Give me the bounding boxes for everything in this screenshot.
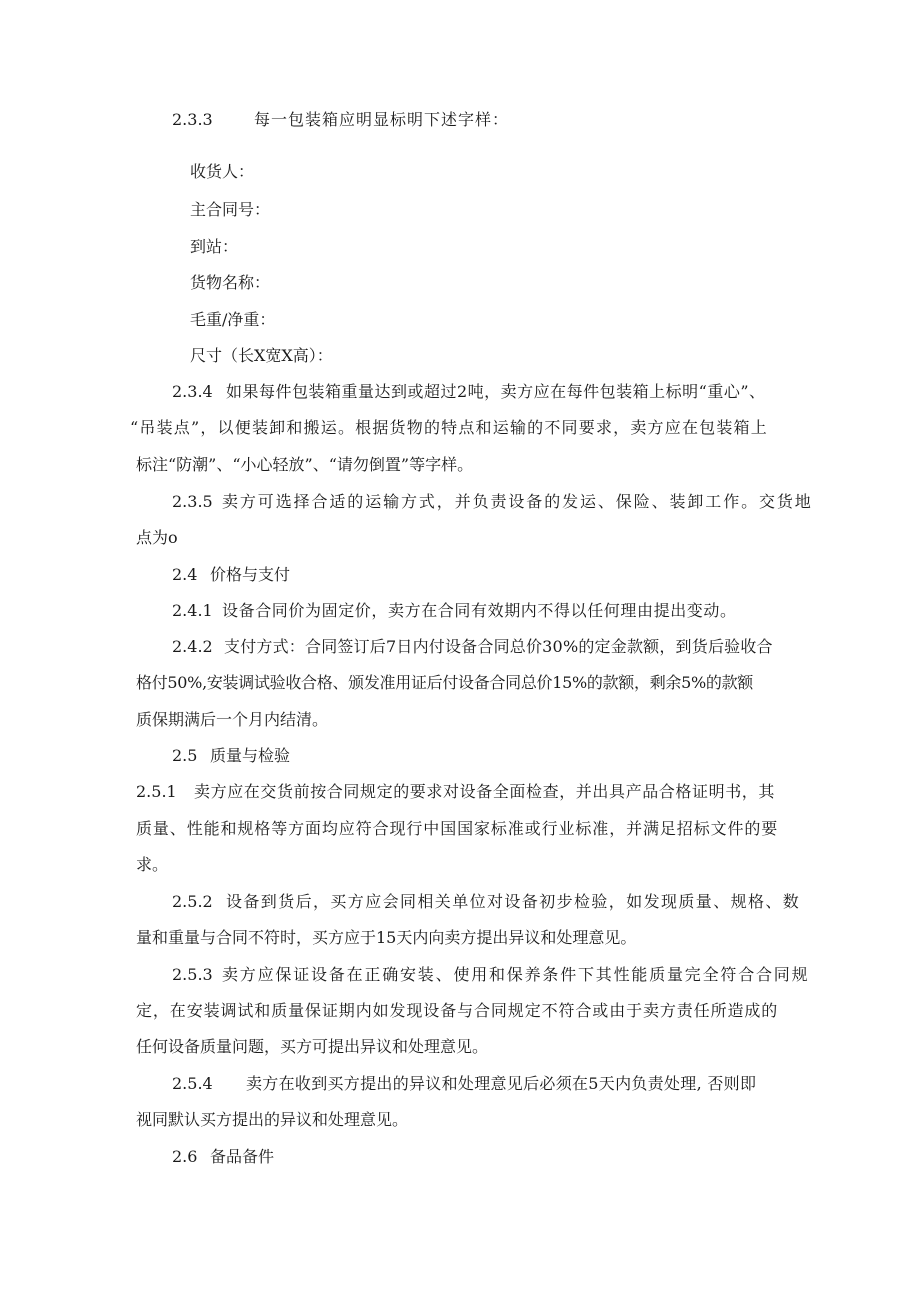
clause-2-4-2-number: 2.4.2 [172, 637, 213, 656]
clause-2-4-1-text: 设备合同价为固定价，卖方在合同有效期内不得以任何理由提出变动。 [222, 601, 737, 620]
section-2-6-number: 2.6 [172, 1147, 198, 1166]
clause-2-4-2-line-3: 质保期满后一个月内结清。 [136, 710, 329, 729]
clause-2-5-3-line-2: 定，在安装调试和质量保证期内如发现设备与合同规定不符合或由于卖方责任所造成的 [136, 1001, 779, 1020]
section-2-5-title: 质量与检验 [210, 746, 291, 765]
clause-2-5-1-line-1: 卖方应在交货前按合同规定的要求对设备全面检查，并出具产品合格证明书，其 [194, 782, 776, 801]
clause-2-5-3-line-1: 卖方应保证设备在正确安装、使用和保养条件下其性能质量完全符合合同规 [222, 965, 810, 984]
mark-dimensions: 尺寸（长X宽X高）： [190, 346, 333, 365]
clause-2-5-3-number: 2.5.3 [172, 965, 213, 984]
clause-2-3-4-number: 2.3.4 [172, 382, 213, 401]
clause-2-5-1-line-3: 求。 [136, 855, 169, 874]
clause-2-3-4-line-1: 如果每件包装箱重量达到或超过2吨，卖方应在每件包装箱上标明“重心”、 [226, 382, 766, 401]
clause-2-3-4-line-2: “吊装点”，以便装卸和搬运。根据货物的特点和运输的不同要求，卖方应在包装箱上 [130, 418, 768, 437]
clause-2-3-4-line-3: 标注“防潮”、“小心轻放”、“请勿倒置”等字样。 [136, 455, 474, 474]
clause-2-5-1-line-2: 质量、性能和规格等方面均应符合现行中国国家标准或行业标准，并满足招标文件的要 [136, 819, 779, 838]
section-2-4-title: 价格与支付 [210, 565, 291, 584]
clause-2-5-3-line-3: 任何设备质量问题，买方可提出异议和处理意见。 [136, 1037, 489, 1056]
clause-2-3-5-line-2: 点为o [136, 528, 178, 547]
mark-consignee: 收货人： [190, 162, 255, 181]
clause-2-3-3-text: 每一包装箱应明显标明下述字样： [254, 110, 510, 129]
clause-2-5-2-number: 2.5.2 [172, 892, 213, 911]
clause-2-3-5-line-1: 卖方可选择合适的运输方式，并负责设备的发运、保险、装卸工作。交货地 [222, 492, 813, 511]
mark-goods-name: 货物名称： [190, 273, 271, 292]
mark-weight: 毛重/净重： [190, 310, 276, 329]
clause-2-5-4-line-1: 卖方在收到买方提出的异议和处理意见后必须在5天内负责处理, 否则即 [246, 1074, 757, 1093]
clause-2-4-2-line-1: 支付方式：合同签订后7日内付设备合同总价30%的定金款额，到货后验收合 [224, 637, 773, 656]
section-2-4-number: 2.4 [172, 565, 198, 584]
clause-2-4-1-number: 2.4.1 [172, 601, 213, 620]
clause-2-5-4-line-2: 视同默认买方提出的异议和处理意见。 [136, 1110, 409, 1129]
section-2-6-title: 备品备件 [210, 1147, 275, 1166]
clause-2-5-4-number: 2.5.4 [172, 1074, 213, 1093]
mark-contract-number: 主合同号： [190, 200, 271, 219]
clause-2-5-1-number: 2.5.1 [136, 782, 177, 801]
section-2-5-number: 2.5 [172, 746, 198, 765]
clause-2-3-5-number: 2.3.5 [172, 492, 213, 511]
clause-2-5-2-line-2: 量和重量与合同不符时，买方应于15天内向卖方提出异议和处理意见。 [136, 928, 637, 947]
clause-2-4-2-line-2: 格付50%,安装调试验收合格、颁发准用证后付设备合同总价15%的款额，剩余5%的款额 [136, 673, 753, 692]
clause-2-5-2-line-1: 设备到货后，买方应会同相关单位对设备初步检验，如发现质量、规格、数 [226, 892, 801, 911]
mark-destination: 到站： [190, 237, 239, 256]
clause-2-3-3-number: 2.3.3 [172, 110, 213, 129]
